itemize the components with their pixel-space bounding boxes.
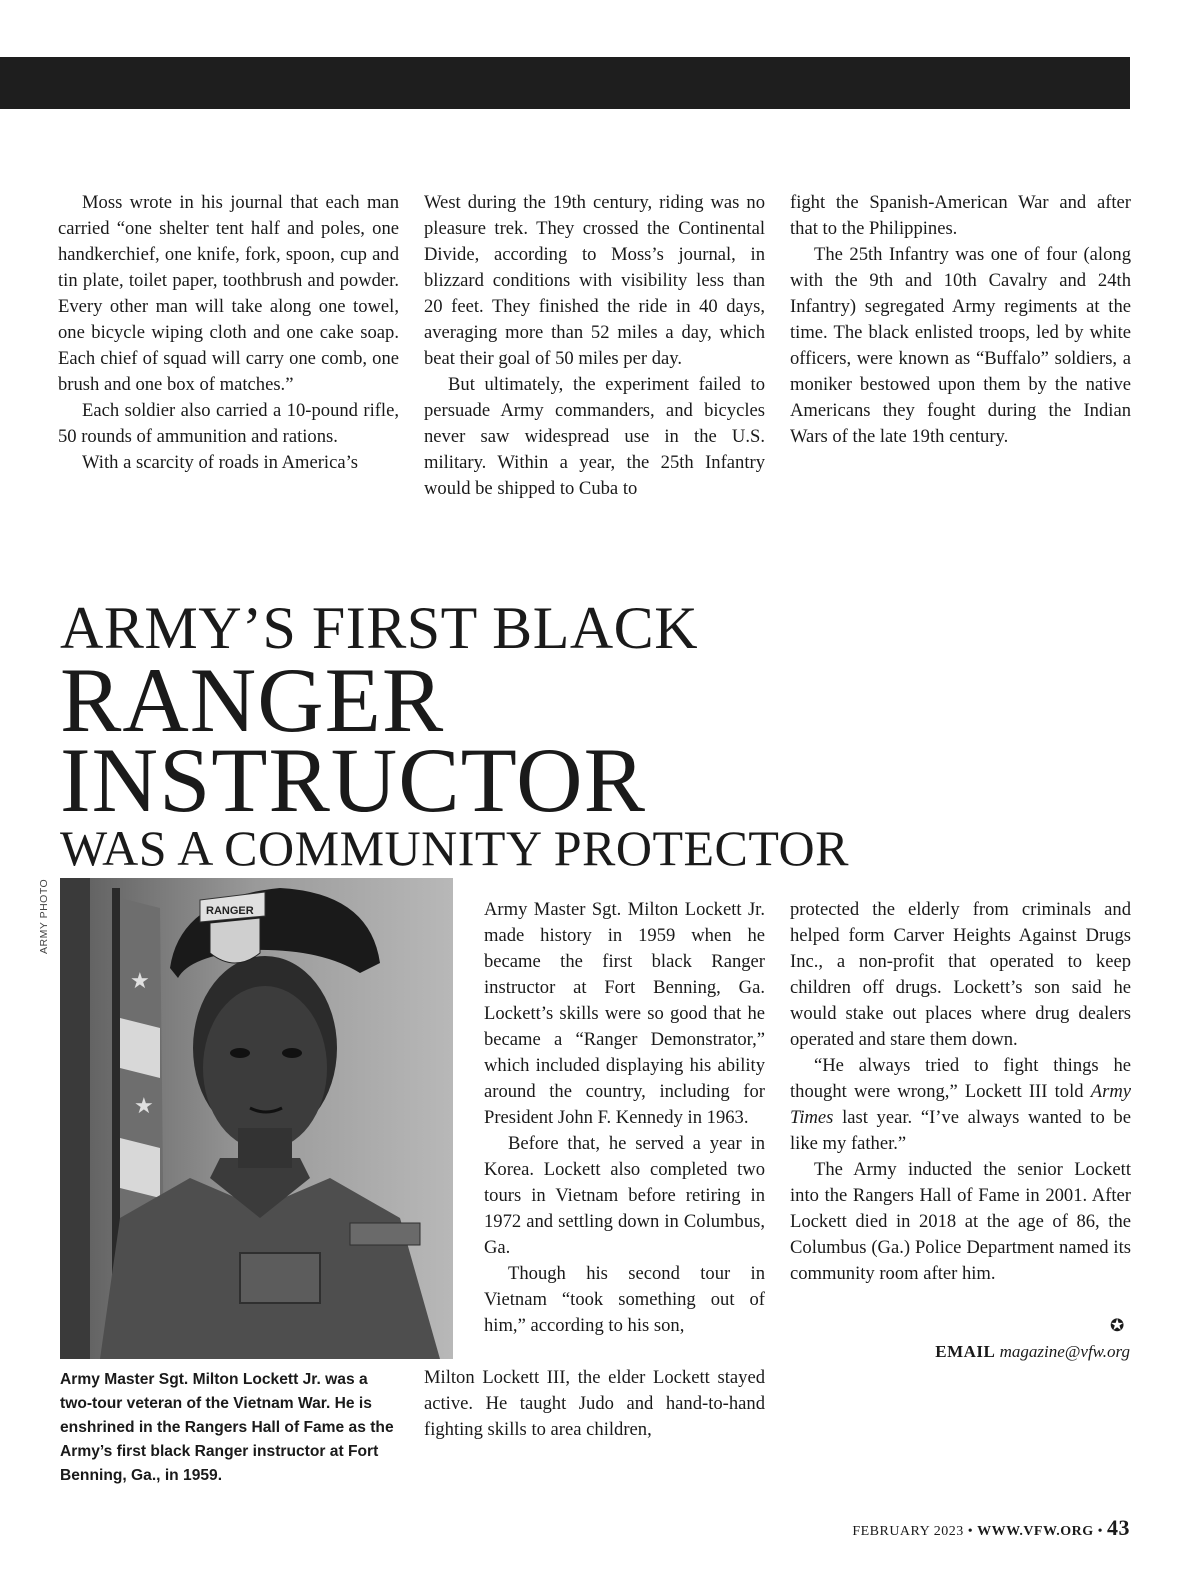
page-footer [852, 1515, 1130, 1541]
separator: • [1097, 1524, 1103, 1539]
top-article-column-3 [790, 190, 1131, 450]
separator: • [967, 1524, 974, 1539]
paragraph: The Army inducted the senior Lockett into the Rangers Hall of Fame in 2001. After Lockett died in 2018 at the age of 86, the Columbus (Ga.) Police Department named its community room after him. [790, 1159, 1131, 1284]
paragraph: Before that, he served a year in Korea. Lockett also completed two tours in Vietnam before retiring in 1972 and settling down in Columbus, Ga. [484, 1133, 765, 1258]
photo-caption: Army Master Sgt. Milton Lockett Jr. was a two-tour veteran of the Vietnam War. He is enshrined in the Rangers Hall of Fame as the Army’s first black Ranger instructor at Fort Benning, Ga., in 1959. [60, 1371, 394, 1484]
paragraph: West during the 19th century, riding was no pleasure trek. They crossed the Continental Divide, according to Moss’s journal, in blizzard conditions with visibility less than 20 feet. They finished the ride in 40 days, averaging more than 52 miles a day, which beat their goal of 50 miles per day. [424, 192, 765, 369]
email-contact [935, 1342, 1130, 1362]
star-icon: ★ [130, 969, 150, 994]
paragraph: But ultimately, the experiment failed to persuade Army commanders, and bicycles never saw widespread use in the U.S. military. Within a year, the 25th Infantry would be shipped to Cuba to [424, 374, 765, 499]
article-headline [60, 596, 1140, 876]
header-bar [0, 57, 1130, 109]
main-article-column-1-continued [424, 1365, 765, 1443]
paragraph: Moss wrote in his journal that each man carried “one shelter tent half and poles, one handkerchief, one knife, fork, spoon, cup and tin plate, toilet paper, toothbrush and powder. Every other man will take along one towel, one bicycle wiping cloth and one cake soap. Each chief of squad will carry one comb, one brush and one box of matches.” [58, 192, 399, 395]
headline-line-2: RANGER [60, 649, 445, 751]
email-link[interactable]: magazine@vfw.org [999, 1342, 1130, 1361]
paragraph: protected the elderly from criminals and helped form Carver Heights Against Drugs Inc., a non-profit that operated to keep children off drugs. Lockett’s son said he would stake out places where drug dealers operated and stare them down. [790, 899, 1131, 1050]
issue-date: FEBRUARY 2023 [852, 1524, 964, 1539]
paragraph: “He always tried to fight things he thought were wrong,” Lockett III told Army Times last year. “I’ve always wanted to be like my father.” [790, 1055, 1131, 1154]
paragraph: fight the Spanish-American War and after that to the Philippines. [790, 192, 1131, 239]
portrait-photo [60, 878, 453, 1359]
headline-line-1: ARMY’S FIRST BLACK [60, 595, 699, 661]
beret-tab-label: RANGER [206, 905, 254, 917]
paragraph: Though his second tour in Vietnam “took something out of him,” according to his son, [484, 1263, 765, 1336]
site-url[interactable]: WWW.VFW.ORG [977, 1524, 1094, 1539]
main-article-column-1 [484, 897, 765, 1339]
paragraph: Army Master Sgt. Milton Lockett Jr. made history in 1959 when he became the first black Ranger instructor at Fort Benning, Ga. Lockett’s skills were so good that he became a “Ranger Demonstrator,” which included displaying his ability around the country, including for President John F. Kennedy in 1963. [484, 899, 765, 1128]
main-article-column-2 [790, 897, 1131, 1287]
paragraph: With a scarcity of roads in America’s [82, 452, 359, 473]
portrait-illustration [60, 878, 453, 1359]
publication-name: Army Times [790, 1081, 1131, 1128]
end-mark-icon: ✪ [1110, 1316, 1125, 1335]
email-label: EMAIL [935, 1342, 996, 1361]
star-icon: ★ [134, 1094, 154, 1119]
page-number: 43 [1107, 1515, 1130, 1540]
top-article-column-2 [424, 190, 765, 502]
paragraph: Milton Lockett III, the elder Lockett stayed active. He taught Judo and hand-to-hand fighting skills to area children, [424, 1367, 765, 1440]
paragraph: The 25th Infantry was one of four (along with the 9th and 10th Cavalry and 24th Infantry) segregated Army regiments at the time. The black enlisted troops, led by white officers, were known as “Buffalo” soldiers, a moniker bestowed upon them by the native Americans they fought during the Indian Wars of the late 19th century. [790, 244, 1131, 447]
top-article-column-1 [58, 190, 399, 476]
headline-line-3: INSTRUCTOR [60, 729, 646, 831]
headline-line-4: WAS A COMMUNITY PROTECTOR [60, 820, 849, 876]
photo-credit: ARMY PHOTO [38, 878, 50, 954]
paragraph: Each soldier also carried a 10-pound rifle, 50 rounds of ammunition and rations. [58, 400, 399, 447]
